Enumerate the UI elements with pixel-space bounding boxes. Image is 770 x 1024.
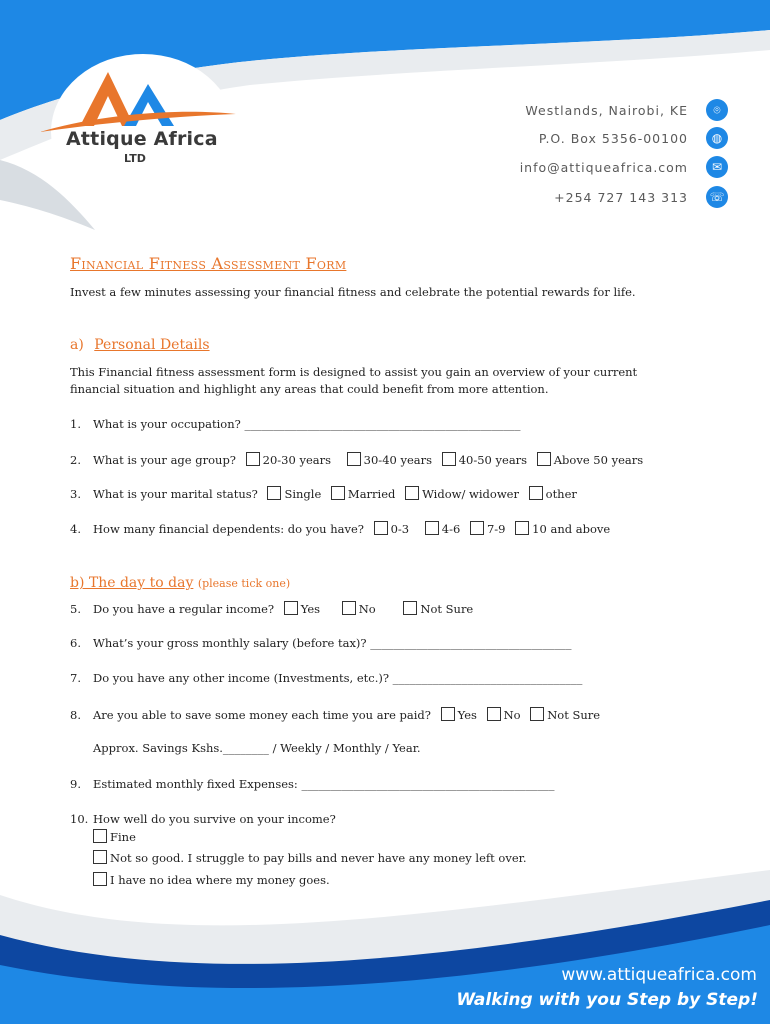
checkbox[interactable] xyxy=(93,850,107,864)
option-label: Yes xyxy=(300,602,321,616)
option-label: Yes xyxy=(457,708,477,722)
option-label: 40-50 years xyxy=(458,453,528,467)
question-3 xyxy=(70,486,577,501)
option-label: other xyxy=(545,487,577,501)
option-label: 20-30 years xyxy=(262,453,332,467)
option-label: 0-3 xyxy=(390,522,410,536)
question-1 xyxy=(70,417,520,431)
question-10 xyxy=(70,812,336,826)
checkbox[interactable] xyxy=(246,452,260,466)
question-number: 7. xyxy=(70,671,81,685)
globe-icon: ◍ xyxy=(706,127,728,149)
logo-name: Attique Africa xyxy=(66,128,218,150)
option-label: Married xyxy=(347,487,396,501)
section-b-title: b) The day to day xyxy=(70,575,194,591)
option-label: Above 50 years xyxy=(553,453,644,467)
question-8 xyxy=(70,707,600,722)
checkbox[interactable] xyxy=(342,601,356,615)
question-5 xyxy=(70,601,473,616)
section-b-heading xyxy=(70,575,290,591)
question-text: What is your age group? xyxy=(93,453,236,467)
checkbox[interactable] xyxy=(425,521,439,535)
checkbox[interactable] xyxy=(470,521,484,535)
logo-subtitle: LTD xyxy=(124,152,146,165)
question-number: 9. xyxy=(70,777,81,791)
checkbox[interactable] xyxy=(530,707,544,721)
q10-option-1 xyxy=(93,829,136,844)
question-6 xyxy=(70,636,572,650)
question-7 xyxy=(70,671,582,685)
option-label: 4-6 xyxy=(441,522,461,536)
checkbox[interactable] xyxy=(441,707,455,721)
checkbox[interactable] xyxy=(537,452,551,466)
option-label: No xyxy=(358,602,376,616)
question-number: 5. xyxy=(70,602,81,616)
option-label: Not Sure xyxy=(420,602,474,616)
option-label: 10 and above xyxy=(532,522,611,536)
footer-url[interactable]: www.attiqueafrica.com xyxy=(561,965,757,985)
section-a-heading xyxy=(70,337,210,353)
footer-tagline: Walking with you Step by Step! xyxy=(456,990,758,1010)
option-label: I have no idea where my money goes. xyxy=(110,873,330,887)
question-text: Are you able to save some money each time you are paid? xyxy=(93,708,431,722)
checkbox[interactable] xyxy=(403,601,417,615)
question-text[interactable]: Estimated monthly fixed Expenses: ____________________________________________ xyxy=(93,777,555,791)
contact-address: Westlands, Nairobi, KE xyxy=(525,103,688,118)
checkbox[interactable] xyxy=(93,872,107,886)
question-number: 2. xyxy=(70,453,81,467)
question-number: 1. xyxy=(70,417,81,431)
question-4 xyxy=(70,521,610,536)
question-text: How many financial dependents: do you have? xyxy=(93,522,364,536)
form-title: Financial Fitness Assessment Form xyxy=(70,254,347,273)
section-a-para-line2: financial situation and highlight any areas that could benefit from more attention. xyxy=(70,382,549,396)
option-label: Widow/ widower xyxy=(422,487,519,501)
checkbox[interactable] xyxy=(331,486,345,500)
checkbox[interactable] xyxy=(284,601,298,615)
location-pin-icon: ⌾ xyxy=(706,99,728,121)
checkbox[interactable] xyxy=(347,452,361,466)
contact-pobox: P.O. Box 5356-00100 xyxy=(538,131,688,146)
option-label: Fine xyxy=(110,830,136,844)
checkbox[interactable] xyxy=(487,707,501,721)
question-text: What is your marital status? xyxy=(93,487,258,501)
option-label: 7-9 xyxy=(486,522,506,536)
question-number: 3. xyxy=(70,487,81,501)
contact-phone: +254 727 143 313 xyxy=(554,190,688,205)
form-intro: Invest a few minutes assessing your financial fitness and celebrate the potential rewards for life. xyxy=(70,285,636,299)
section-a-prefix: a) xyxy=(70,337,84,353)
checkbox[interactable] xyxy=(267,486,281,500)
checkbox[interactable] xyxy=(515,521,529,535)
section-b-note: (please tick one) xyxy=(197,577,291,590)
savings-line[interactable]: Approx. Savings Kshs.________ / Weekly / Monthly / Year. xyxy=(93,741,421,755)
question-2 xyxy=(70,452,643,467)
phone-icon: ☏ xyxy=(706,186,728,208)
option-label: No xyxy=(503,708,521,722)
question-text: Do you have a regular income? xyxy=(93,602,275,616)
q10-option-2 xyxy=(93,850,527,865)
checkbox[interactable] xyxy=(442,452,456,466)
option-label: Not so good. I struggle to pay bills and never have any money left over. xyxy=(110,851,527,865)
checkbox[interactable] xyxy=(374,521,388,535)
question-text[interactable]: Do you have any other income (Investments, etc.)? _________________________________ xyxy=(93,671,583,685)
checkbox[interactable] xyxy=(529,486,543,500)
question-text[interactable]: What’s your gross monthly salary (before tax)? ___________________________________ xyxy=(93,636,572,650)
checkbox[interactable] xyxy=(405,486,419,500)
question-number: 8. xyxy=(70,708,81,722)
question-9 xyxy=(70,777,554,791)
question-number: 6. xyxy=(70,636,81,650)
option-label: Not Sure xyxy=(547,708,601,722)
checkbox[interactable] xyxy=(93,829,107,843)
question-text[interactable]: What is your occupation? ________________________________________________ xyxy=(93,417,521,431)
option-label: Single xyxy=(284,487,322,501)
question-text: How well do you survive on your income? xyxy=(93,812,336,826)
question-number: 4. xyxy=(70,522,81,536)
contact-email[interactable]: info@attiqueafrica.com xyxy=(519,160,688,175)
mail-icon: ✉ xyxy=(706,156,728,178)
section-a-para-line1: This Financial fitness assessment form is designed to assist you gain an overview of your current xyxy=(70,365,638,379)
q10-option-3 xyxy=(93,872,330,887)
question-number: 10. xyxy=(70,812,89,826)
option-label: 30-40 years xyxy=(363,453,433,467)
section-a-title: Personal Details xyxy=(94,337,210,353)
